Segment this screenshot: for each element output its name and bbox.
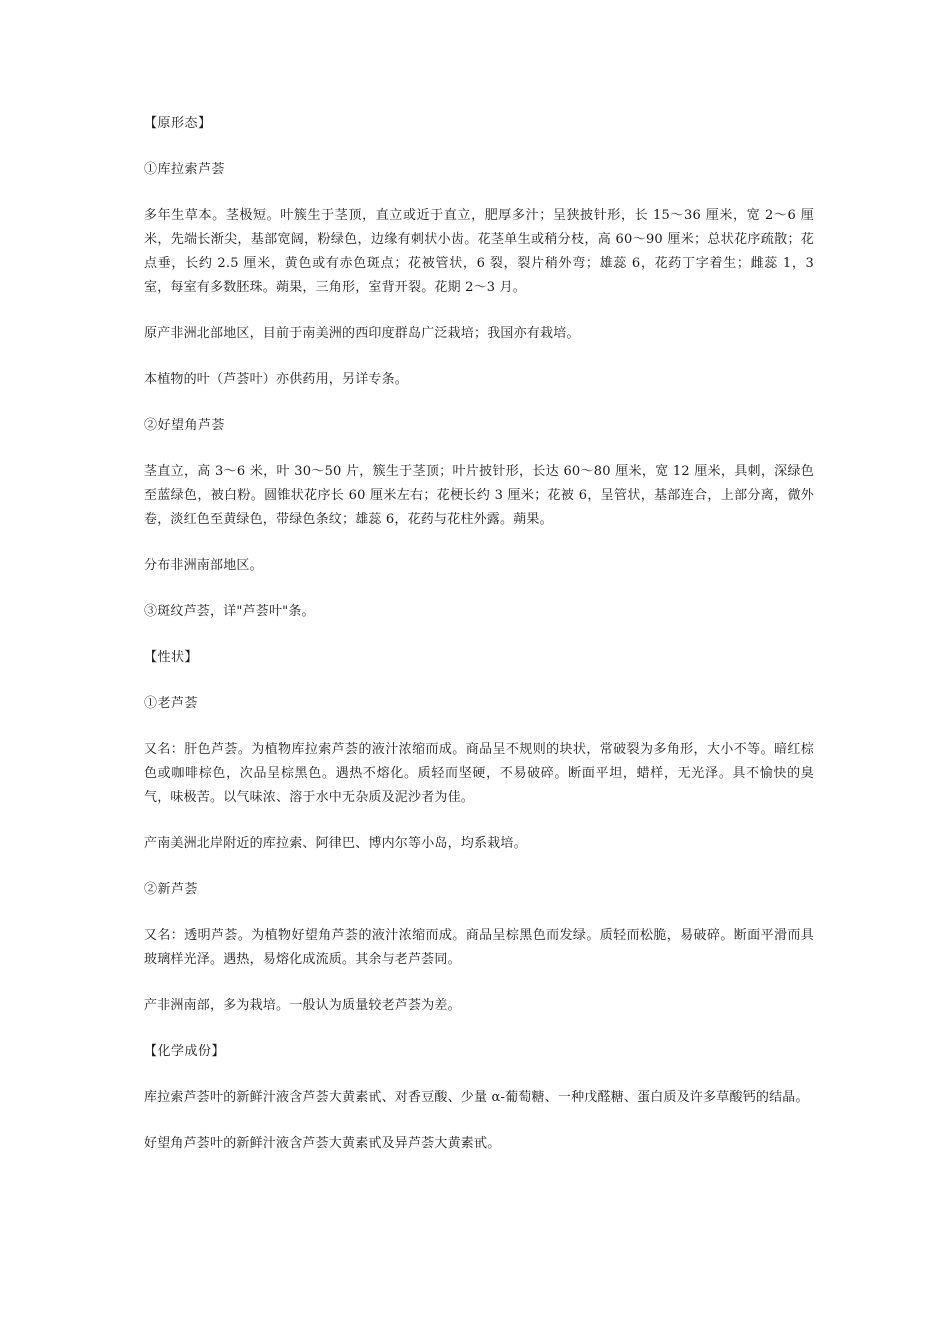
paragraph-spotted-aloe: ③斑纹芦荟，详"芦荟叶"条。 <box>144 604 315 619</box>
paragraph-old-aloe-description: 又名：肝色芦荟。为植物库拉索芦荟的液汁浓缩而成。商品呈不规则的块状，常破裂为多角形，大小不等。暗红棕色或咖啡棕色，次品呈棕黑色。遇热不熔化。质轻而坚硬，不易破碎。断面平坦，蜡样，无光泽。具不愉快的臭气，味极苦。以气味浓、溶于水中无杂质及泥沙者为佳。 <box>144 742 814 805</box>
paragraph-curacao-chemistry: 库拉索芦荟叶的新鲜汁液含芦荟大黄素甙、对香豆酸、少量 α-葡萄糖、一种戊醛糖、蛋白质及许多草酸钙的结晶。 <box>144 1090 809 1105</box>
document-page <box>144 112 814 1156</box>
subheading-curacao-aloe: ①库拉索芦荟 <box>144 162 226 177</box>
section-heading-morphology: 【原形态】 <box>144 116 212 131</box>
section-heading-chemistry: 【化学成份】 <box>144 1044 226 1059</box>
paragraph-cape-aloe-distribution: 分布非洲南部地区。 <box>144 558 263 573</box>
paragraph-new-aloe-description: 又名：透明芦荟。为植物好望角芦荟的液汁浓缩而成。商品呈棕黑色而发绿。质轻而松脆，易破碎。断面平滑而具玻璃样光泽。遇热，易熔化成流质。其余与老芦荟同。 <box>144 928 814 967</box>
subheading-new-aloe: ②新芦荟 <box>144 882 199 897</box>
paragraph-curacao-aloe-description: 多年生草本。茎极短。叶簇生于茎顶，直立或近于直立，肥厚多汁；呈狭披针形，长 15～36 厘米，宽 2～6 厘米，先端长渐尖，基部宽阔，粉绿色，边缘有刺状小齿。花茎单生或稍分枝，高 60～90 厘米；总状花序疏散；花点垂，长约 2.5 厘米，黄色或有赤色斑点；花被管状，6 裂，裂片稍外弯；雄蕊 6，花药丁字着生；雌蕊 1，3 室，每室有多数胚珠。蒴果，三角形，室背开裂。花期 2～3 月。 <box>144 208 814 295</box>
paragraph-cape-aloe-description: 茎直立，高 3～6 米，叶 30～50 片，簇生于茎顶；叶片披针形，长达 60～80 厘米，宽 12 厘米，具刺，深绿色至蓝绿色，被白粉。圆锥状花序长 60 厘米左右；花梗长约 3 厘米；花被 6，呈管状，基部连合，上部分离，微外卷，淡红色至黄绿色，带绿色条纹；雄蕊 6，花药与花柱外露。蒴果。 <box>144 464 814 527</box>
subheading-cape-aloe: ②好望角芦荟 <box>144 418 226 433</box>
section-heading-properties: 【性状】 <box>144 650 199 665</box>
paragraph-cape-chemistry: 好望角芦荟叶的新鲜汁液含芦荟大黄素甙及异芦荟大黄素甙。 <box>144 1136 501 1151</box>
subheading-old-aloe: ①老芦荟 <box>144 696 199 711</box>
paragraph-leaf-note: 本植物的叶（芦荟叶）亦供药用，另详专条。 <box>144 372 409 387</box>
paragraph-old-aloe-origin: 产南美洲北岸附近的库拉索、阿律巴、博内尔等小岛，均系栽培。 <box>144 836 527 851</box>
paragraph-curacao-aloe-distribution: 原产非洲北部地区，目前于南美洲的西印度群岛广泛栽培；我国亦有栽培。 <box>144 326 580 341</box>
paragraph-new-aloe-origin: 产非洲南部，多为栽培。一般认为质量较老芦荟为差。 <box>144 998 461 1013</box>
